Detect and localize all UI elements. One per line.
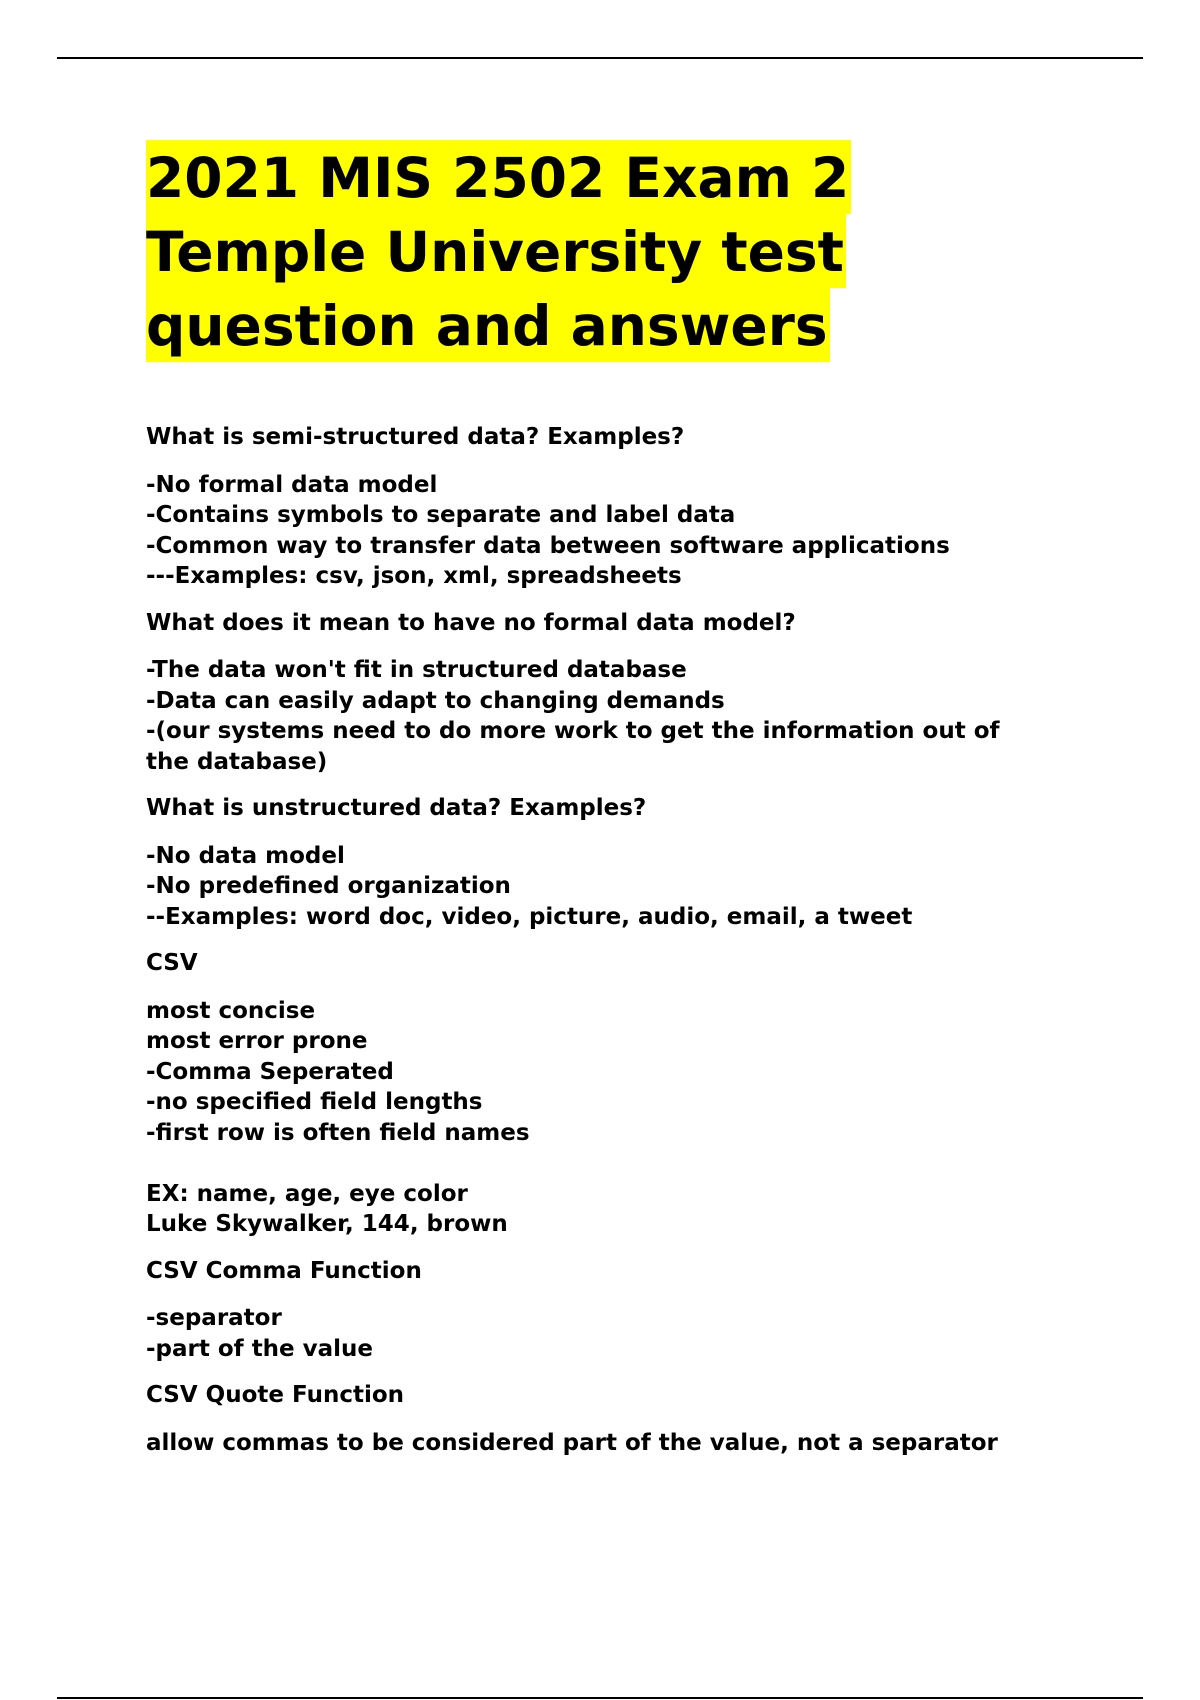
title-line-2: Temple University test xyxy=(146,214,846,288)
answer-line: -(our systems need to do more work to get the information out of xyxy=(146,718,1000,744)
answer-line: -first row is often field names xyxy=(146,1119,530,1146)
answer-line: the database) xyxy=(146,748,328,775)
blank-line xyxy=(146,1148,1086,1179)
title-line-3: question and answers xyxy=(146,288,830,362)
answer-line: -No formal data model xyxy=(146,471,438,498)
qa-list xyxy=(146,422,1086,1458)
answer-line: -Comma Seperated xyxy=(146,1058,394,1085)
answer xyxy=(146,1303,1086,1364)
qa-item xyxy=(146,422,1086,592)
answer-line: -Contains symbols to separate and label data xyxy=(146,502,736,528)
answer-line: -No data model xyxy=(146,842,345,869)
answer xyxy=(146,841,1086,933)
answer-line: allow commas to be considered part of the value, not a separator xyxy=(146,1429,998,1456)
answer-line: -Common way to transfer data between software applications xyxy=(146,532,950,559)
qa-item xyxy=(146,1380,1086,1458)
bottom-rule xyxy=(57,1697,1143,1699)
answer-line: --Examples: word doc, video, picture, audio, email, a tweet xyxy=(146,903,913,930)
answer-line: -part of the value xyxy=(146,1335,374,1362)
qa-item xyxy=(146,608,1086,778)
question: CSV Quote Function xyxy=(146,1382,405,1408)
question: What is semi-structured data? Examples? xyxy=(146,424,685,450)
answer-line: most error prone xyxy=(146,1028,368,1054)
answer-line: Luke Skywalker, 144, brown xyxy=(146,1211,508,1237)
answer-line: -No predefined organization xyxy=(146,873,511,899)
question: What is unstructured data? Examples? xyxy=(146,795,647,821)
answer-line: -no specified field lengths xyxy=(146,1089,483,1115)
title-line-1: 2021 MIS 2502 Exam 2 xyxy=(146,140,851,214)
document-title xyxy=(146,140,1086,362)
question: What does it mean to have no formal data model? xyxy=(146,609,796,636)
question: CSV xyxy=(146,950,198,976)
answer-line: -separator xyxy=(146,1305,282,1331)
document-body xyxy=(146,140,1086,1474)
answer-line: -Data can easily adapt to changing demands xyxy=(146,687,725,714)
qa-item xyxy=(146,948,1086,1240)
answer-line: most concise xyxy=(146,997,316,1024)
answer xyxy=(146,655,1086,777)
question: CSV Comma Function xyxy=(146,1257,422,1284)
answer xyxy=(146,470,1086,592)
answer xyxy=(146,1428,1086,1459)
answer xyxy=(146,996,1086,1240)
qa-item xyxy=(146,793,1086,932)
qa-item xyxy=(146,1256,1086,1365)
answer-line: ---Examples: csv, json, xml, spreadsheets xyxy=(146,563,682,589)
answer-line: -The data won't fit in structured database xyxy=(146,657,687,683)
answer-line: EX: name, age, eye color xyxy=(146,1180,468,1207)
top-rule xyxy=(57,57,1143,59)
